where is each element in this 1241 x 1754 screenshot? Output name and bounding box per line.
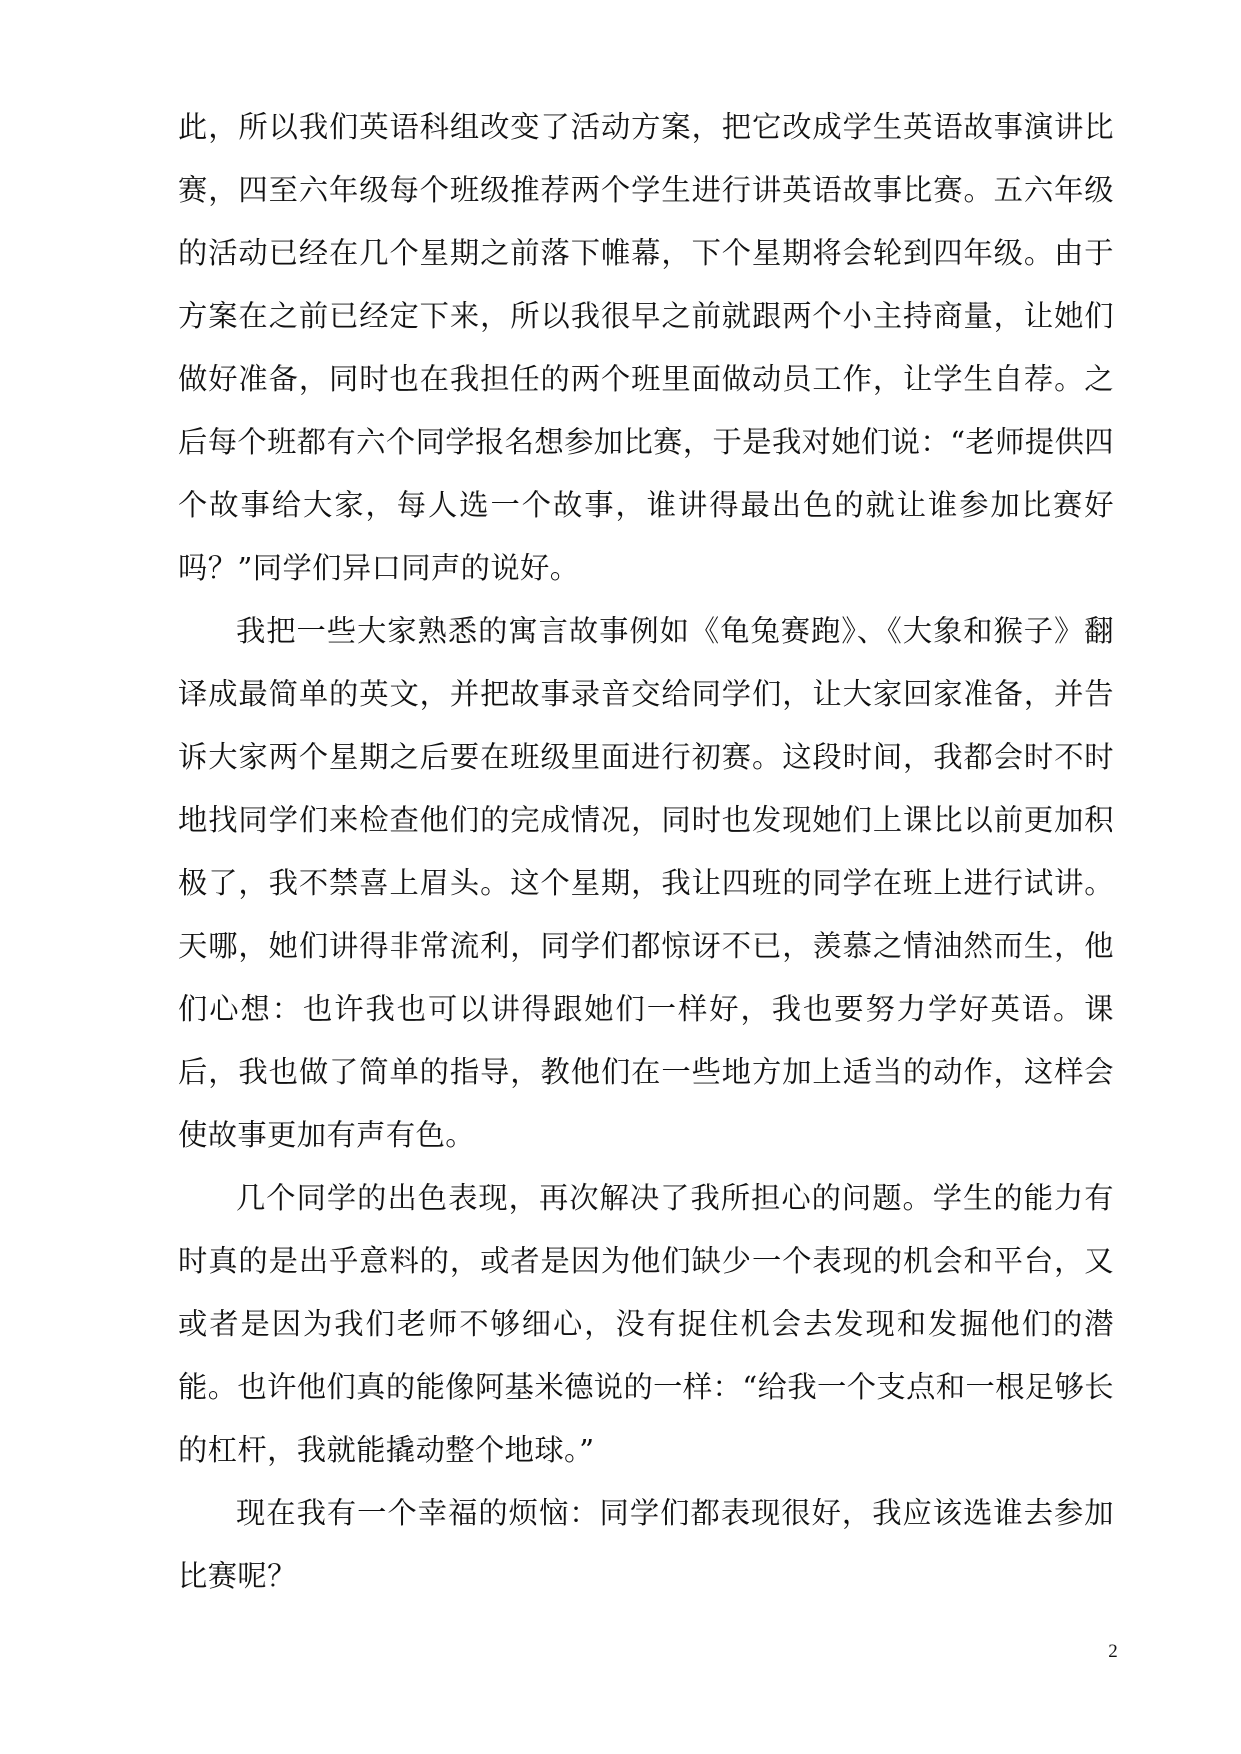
document-page xyxy=(178,96,1114,1656)
paragraph-continued: 此，所以我们英语科组改变了活动方案，把它改成学生英语故事演讲比赛，四至六年级每个班级推荐两个学生进行讲英语故事比赛。五六年级的活动已经在几个星期之前落下帷幕，下个星期将会轮到四年级。由于方案在之前已经定下来，所以我很早之前就跟两个小主持商量，让她们做好准备，同时也在我担任的两个班里面做动员工作，让学生自荐。之后每个班都有六个同学报名想参加比赛，于是我对她们说：“老师提供四个故事给大家，每人选一个故事，谁讲得最出色的就让谁参加比赛好吗？”同学们异口同声的说好。 xyxy=(178,110,1114,585)
paragraph-translation-stories: 我把一些大家熟悉的寓言故事例如《龟兔赛跑》、《大象和猴子》翻译成最简单的英文，并把故事录音交给同学们，让大家回家准备，并告诉大家两个星期之后要在班级里面进行初赛。这段时间，我都会时不时地找同学们来检查他们的完成情况，同时也发现她们上课比以前更加积极了，我不禁喜上眉头。这个星期，我让四班的同学在班上进行试讲。天哪，她们讲得非常流利，同学们都惊讶不已，羡慕之情油然而生，他们心想：也许我也可以讲得跟她们一样好，我也要努力学好英语。课后，我也做了简单的指导，教他们在一些地方加上适当的动作，这样会使故事更加有声有色。 xyxy=(178,614,1114,1152)
paragraph-student-potential: 几个同学的出色表现，再次解决了我所担心的问题。学生的能力有时真的是出乎意料的，或者是因为他们缺少一个表现的机会和平台，又或者是因为我们老师不够细心，没有捉住机会去发现和发掘他们的潜能。也许他们真的能像阿基米德说的一样：“给我一个支点和一根足够长的杠杆，我就能撬动整个地球。” xyxy=(178,1181,1114,1467)
page-number: 2 xyxy=(1108,1641,1118,1662)
paragraph-happy-worry: 现在我有一个幸福的烦恼：同学们都表现很好，我应该选谁去参加比赛呢？ xyxy=(178,1496,1114,1593)
